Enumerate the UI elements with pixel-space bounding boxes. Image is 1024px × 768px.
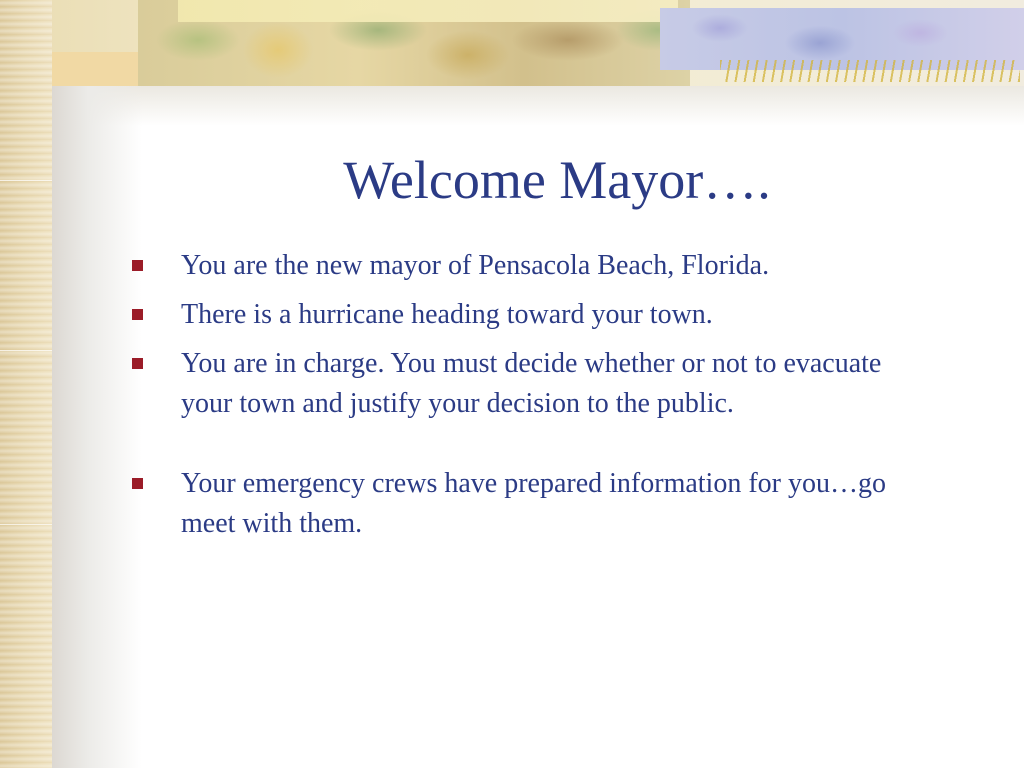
square-bullet-icon	[132, 260, 143, 271]
bullet-text: There is a hurricane heading toward your town.	[181, 299, 713, 330]
grass-image	[720, 60, 1020, 82]
bullet-text: You are the new mayor of Pensacola Beach, Florida.	[181, 250, 770, 281]
square-bullet-icon	[132, 478, 143, 489]
decorative-banner	[0, 0, 1024, 86]
square-bullet-icon	[132, 358, 143, 369]
slide-title: Welcome Mayor….	[343, 150, 771, 210]
bullet-item	[128, 344, 928, 424]
bullet-item	[128, 246, 928, 286]
bullet-item	[128, 295, 928, 335]
sidebar-seam	[0, 350, 52, 351]
bullet-item	[128, 464, 928, 544]
bullet-text: Your emergency crews have prepared information for you…go meet with them.	[181, 468, 886, 539]
bullet-text: You are in charge. You must decide whether or not to evacuate your town and justify your decision to the public.	[181, 348, 882, 419]
sidebar-seam	[0, 524, 52, 525]
square-bullet-icon	[132, 309, 143, 320]
banner-shadow	[52, 86, 1024, 126]
banner-highlight	[178, 0, 678, 22]
sidebar-seam	[0, 180, 52, 181]
parchment-sidebar	[0, 0, 52, 768]
bullet-list	[128, 246, 928, 553]
